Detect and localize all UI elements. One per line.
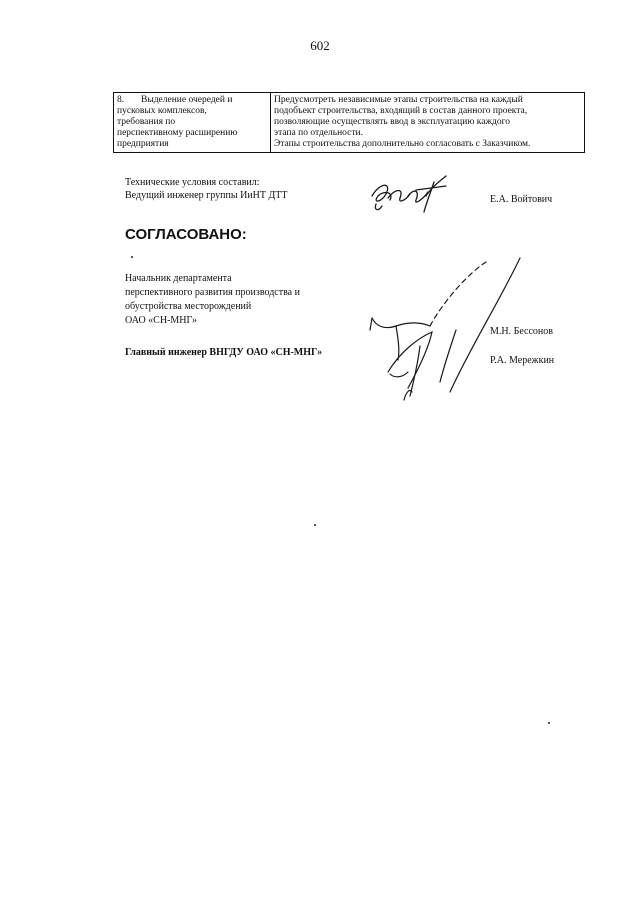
requirement-text-line: Этапы строительства дополнительно согласовать с Заказчиком. xyxy=(274,139,531,149)
requirement-text-line: Предусмотреть независимые этапы строительства на каждый xyxy=(274,95,523,105)
requirement-title-line: пусковых комплексов, xyxy=(117,106,207,116)
head-department-line: обустройства месторождений xyxy=(125,301,252,312)
composer-position: Ведущий инженер группы ИиНТ ДТТ xyxy=(125,190,288,201)
requirement-title-line: перспективному расширению xyxy=(117,128,238,138)
head-department-line: ОАО «СН-МНГ» xyxy=(125,315,198,326)
head-department-signature xyxy=(370,258,520,392)
page-number: 602 xyxy=(310,38,330,53)
composer-name: Е.А. Войтович xyxy=(490,194,553,205)
head-department-line: Начальник департамента xyxy=(125,273,232,284)
requirement-title-line: предприятия xyxy=(117,139,169,149)
composer-caption: Технические условия составил: xyxy=(125,177,260,188)
requirement-text-line: этапа по отдельности. xyxy=(274,128,363,138)
chief-engineer-name: Р.А. Мережкин xyxy=(490,355,555,366)
composer-signature xyxy=(372,176,446,212)
requirement-title-text: Выделение очередей и xyxy=(141,95,233,105)
requirement-title-line: требования по xyxy=(117,117,176,127)
scan-speck xyxy=(314,524,316,526)
head-department-line: перспективного развития производства и xyxy=(125,287,300,298)
chief-engineer-title: Главный инженер ВНГДУ ОАО «СН-МНГ» xyxy=(125,347,323,358)
row-number: 8. xyxy=(117,95,125,105)
scan-speck xyxy=(548,722,550,724)
head-department-name: М.Н. Бессонов xyxy=(490,326,553,337)
scan-speck xyxy=(131,256,133,258)
requirement-text-line: позволяющие осуществлять ввод в эксплуатацию каждого xyxy=(274,117,511,127)
approved-heading: СОГЛАСОВАНО: xyxy=(125,226,247,243)
requirement-text-line: подобъект строительства, входящий в состав данного проекта, xyxy=(274,106,528,116)
